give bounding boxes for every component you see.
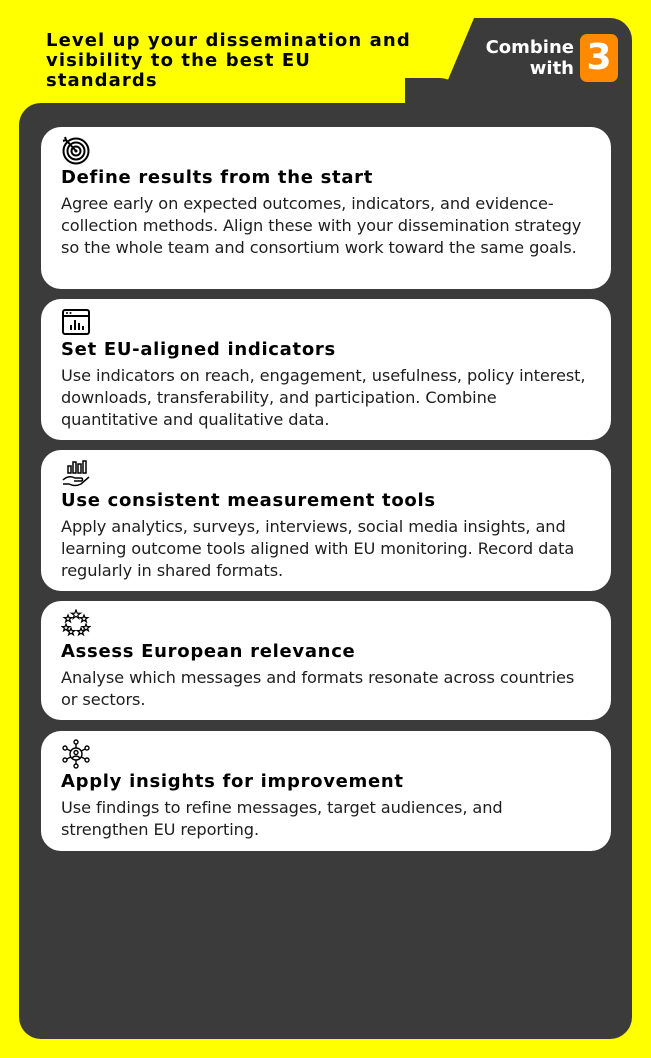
page-title-line-1: Level up your dissemination and <box>46 30 411 51</box>
card-body: Apply analytics, surveys, interviews, social media insights, and learning outcome tools aligned with EU monitoring. Record data regularly in shared formats. <box>61 517 575 580</box>
analytics-dashboard-icon <box>61 307 91 337</box>
page-title <box>46 31 426 91</box>
hand-chart-icon <box>61 458 91 488</box>
target-icon <box>61 135 91 165</box>
card-title: Define results from the start <box>61 167 374 188</box>
page-title-line-2: visibility to the best EU standards <box>46 50 312 91</box>
card-body: Use indicators on reach, engagement, usefulness, policy interest, downloads, transferability, and participation. Combine quantitative and qualitative data. <box>61 366 586 429</box>
card-apply-insights <box>41 731 611 851</box>
combine-number-badge: 3 <box>580 34 618 82</box>
card-body: Use findings to refine messages, target audiences, and strengthen EU reporting. <box>61 798 503 839</box>
card-measurement-tools <box>41 450 611 591</box>
card-body: Agree early on expected outcomes, indicators, and evidence-collection methods. Align these with your dissemination strategy so the whole team and consortium work toward the same goals. <box>61 194 582 257</box>
card-define-results <box>41 127 611 289</box>
combine-label-line-2: with <box>529 58 574 79</box>
card-european-relevance <box>41 601 611 720</box>
card-title: Set EU-aligned indicators <box>61 339 336 360</box>
card-body: Analyse which messages and formats resonate across countries or sectors. <box>61 668 575 709</box>
card-title: Assess European relevance <box>61 641 356 662</box>
combine-label-line-1: Combine <box>485 37 574 58</box>
insight-network-icon <box>61 739 91 769</box>
eu-stars-icon <box>61 609 91 639</box>
card-eu-indicators <box>41 299 611 440</box>
card-title: Apply insights for improvement <box>61 771 404 792</box>
combine-label <box>472 37 574 79</box>
card-title: Use consistent measurement tools <box>61 490 436 511</box>
